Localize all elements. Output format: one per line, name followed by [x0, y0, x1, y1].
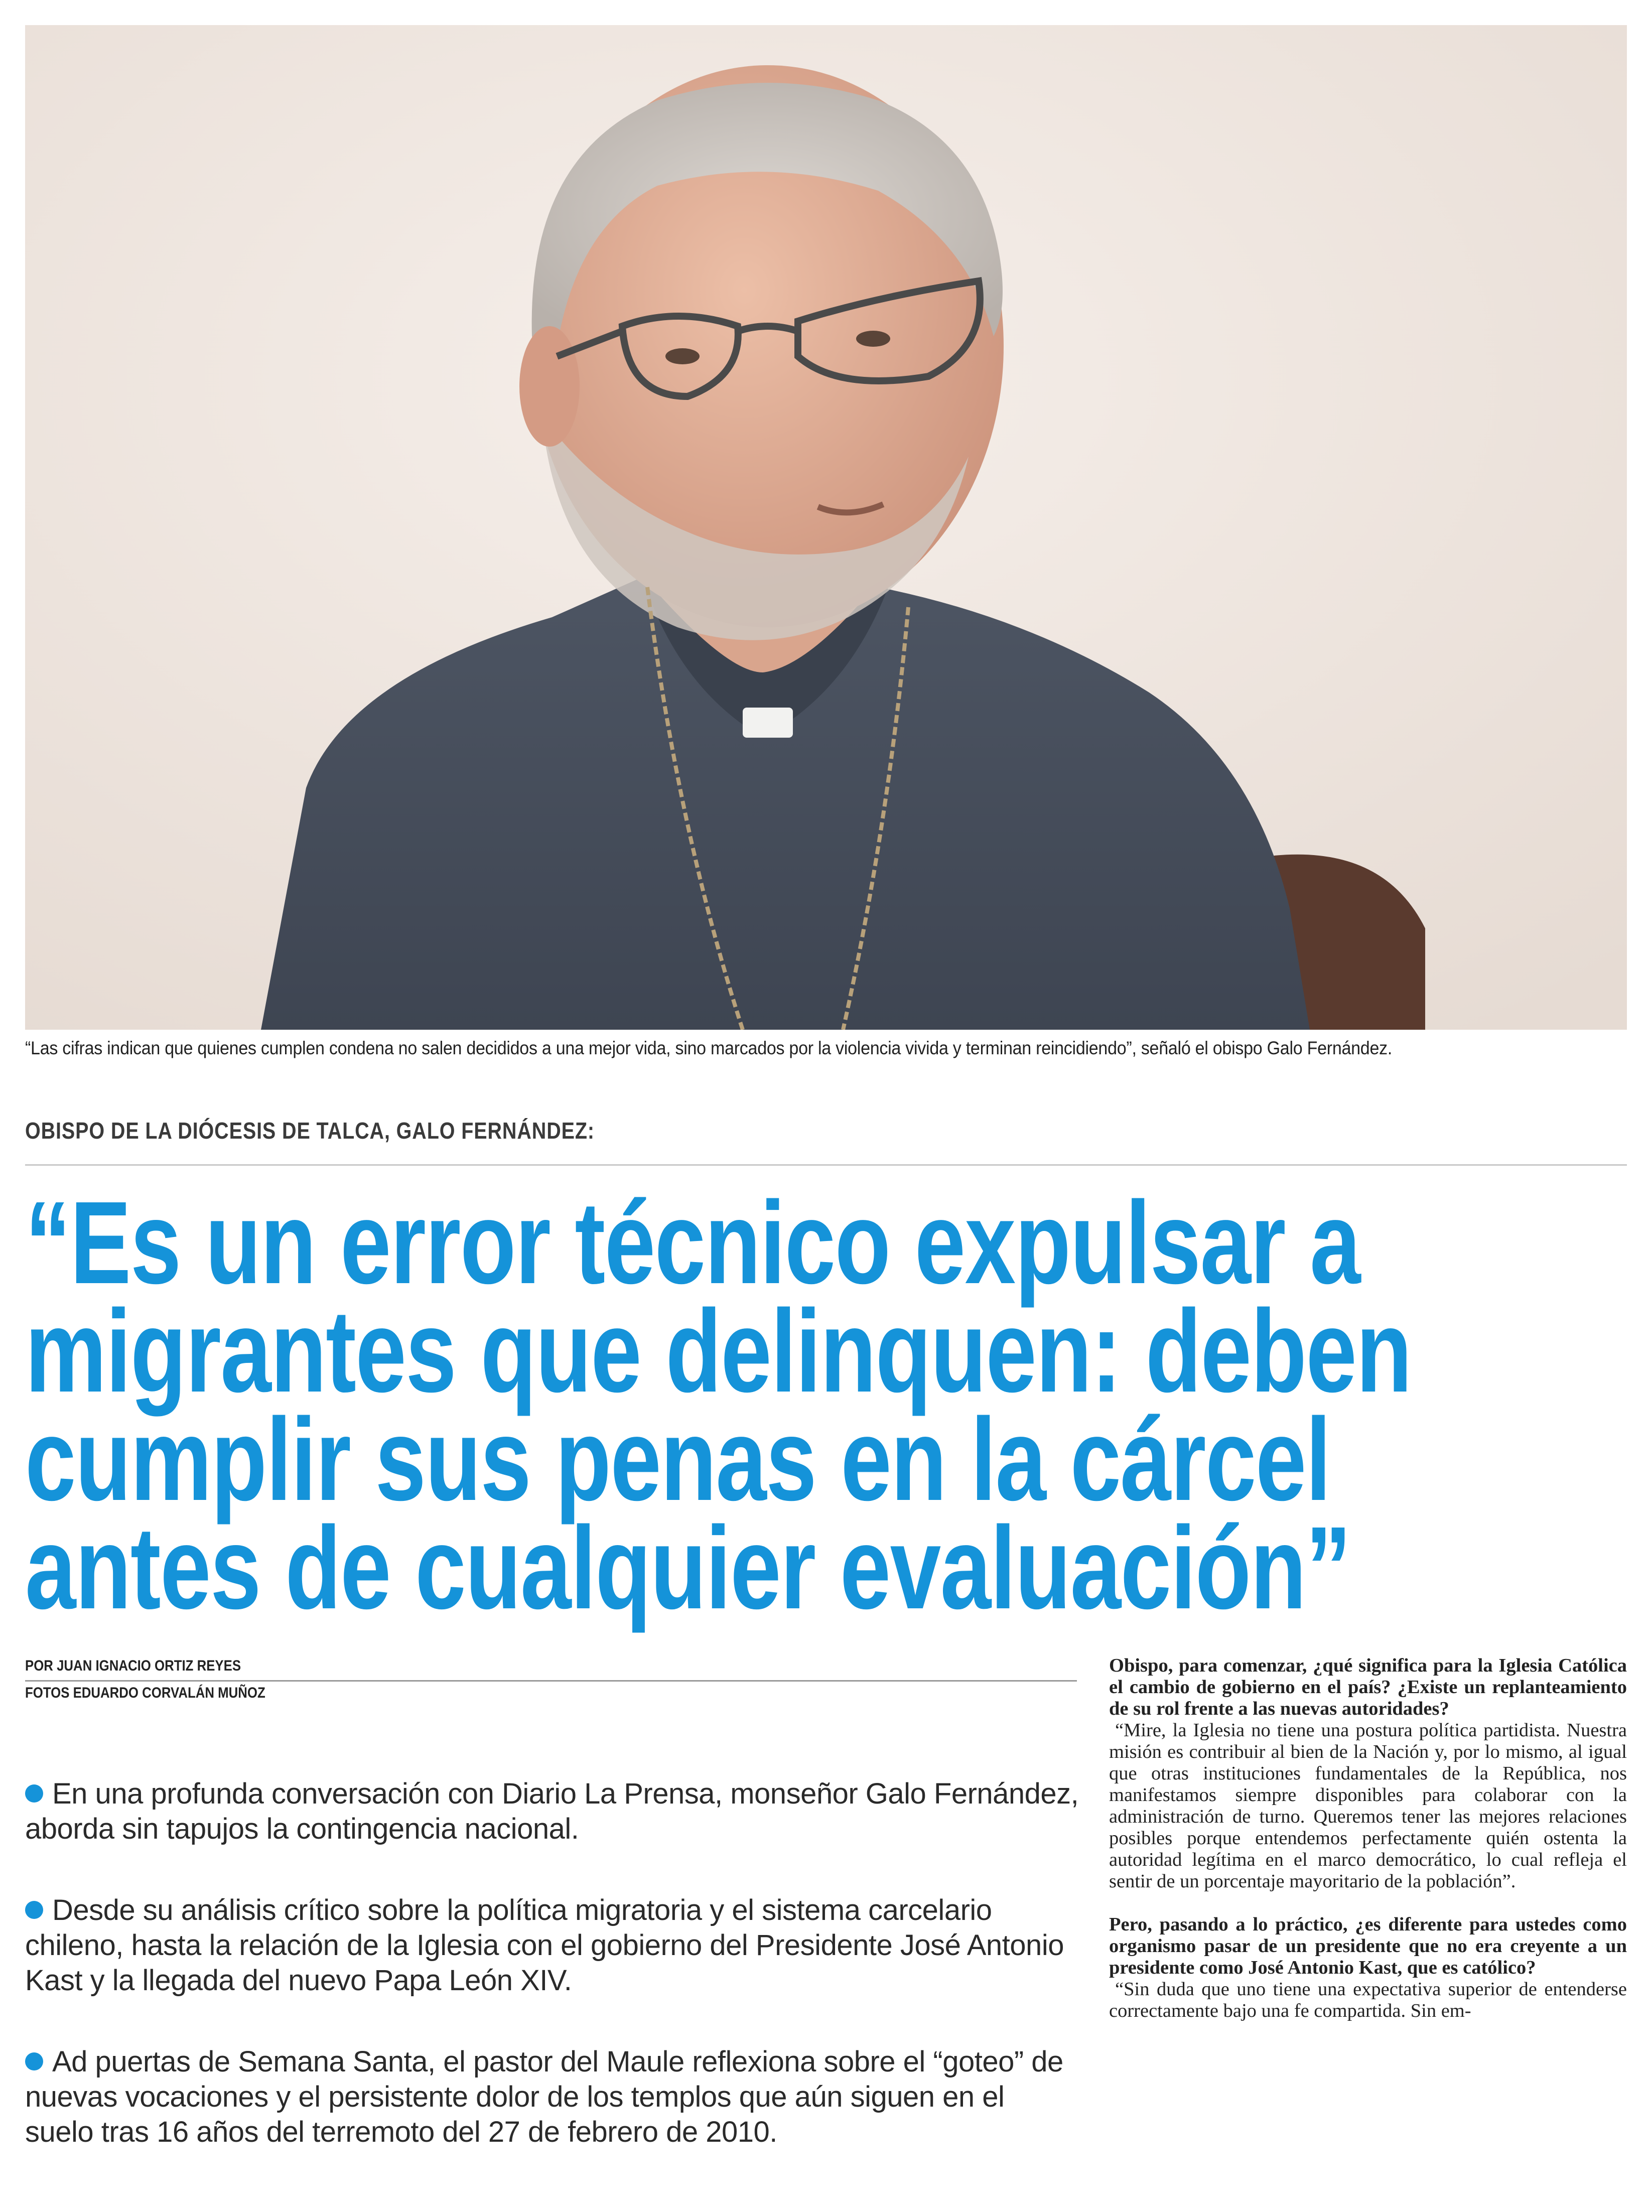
headline-line: antes de cualquier evaluación”	[25, 1502, 1351, 1633]
article-headline	[25, 1177, 1552, 1633]
byline-author: POR JUAN IGNACIO ORTIZ REYES	[25, 1657, 241, 1674]
bullet-dot-icon	[25, 1901, 43, 1919]
interview-question: Obispo, para comenzar, ¿qué significa para la Iglesia Católica el cambio de gobierno en el país? ¿Existe un replanteamiento de su rol frente a las nuevas autoridades?	[1109, 1655, 1627, 1719]
interview-question: Pero, pasando a lo práctico, ¿es diferente para ustedes como organismo pasar de un presidente que no era creyente a un presidente como José Antonio Kast, que es católico?	[1109, 1914, 1627, 1978]
summary-bullet	[25, 2044, 1079, 2150]
kicker-divider	[25, 1164, 1627, 1166]
interview-answer: “Sin duda que uno tiene una expectativa superior de entenderse correctamente bajo una fe compartida. Sin em-	[1109, 1979, 1627, 2021]
headline-line: cumplir sus penas en la cárcel	[25, 1394, 1330, 1525]
paragraph-gap	[1109, 1892, 1627, 1914]
headline-line: “Es un error técnico expulsar a	[25, 1177, 1360, 1308]
photo-caption: “Las cifras indican que quienes cumplen condena no salen decididos a una mejor vida, sino marcados por la violencia vivida y terminan reincidiendo”, señaló el obispo Galo Fernández.	[25, 1038, 1393, 1058]
byline-photographer: FOTOS EDUARDO CORVALÁN MUÑOZ	[25, 1685, 265, 1701]
byline-divider	[25, 1680, 1077, 1682]
bullet-text: Ad puertas de Semana Santa, el pastor del Maule reflexiona sobre el “goteo” de nuevas vocaciones y el persistente dolor de los templos que aún siguen en el suelo tras 16 años del terremoto del 27 de febrero de 2010.	[25, 2045, 1063, 2148]
interview-answer: “Mire, la Iglesia no tiene una postura política partidista. Nuestra misión es contribuir al bien de la Nación y, por lo mismo, al igual que otras instituciones fundamentales de la República, nos manifestamos siempre disponibles para colaborar con la administración de turno. Queremos tener las mejores relaciones posibles porque entendemos perfectamente quién ostenta la autoridad legítima en el marco democrático, lo cual refleja el sentir de un porcentaje mayoritario de la población”.	[1109, 1720, 1627, 1892]
bishop-portrait-illustration	[25, 25, 1627, 1030]
summary-bullet	[25, 1776, 1079, 1847]
bullet-text: En una profunda conversación con Diario La Prensa, monseñor Galo Fernández, aborda sin tapujos la contingencia nacional.	[25, 1777, 1079, 1845]
bullet-dot-icon	[25, 1784, 43, 1803]
summary-bullets	[25, 1776, 1079, 2196]
byline	[25, 1656, 1079, 1703]
bullet-text: Desde su análisis crítico sobre la política migratoria y el sistema carcelario chileno, hasta la relación de la Iglesia con el gobierno del Presidente José Antonio Kast y la llegada del nuevo Papa León XIV.	[25, 1894, 1064, 1997]
bullet-dot-icon	[25, 2052, 43, 2070]
article-kicker: OBISPO DE LA DIÓCESIS DE TALCA, GALO FERNÁNDEZ:	[25, 1118, 595, 1144]
bishop-photo	[25, 25, 1627, 1030]
headline-line: migrantes que delinquen: deben	[25, 1285, 1412, 1417]
interview-column	[1109, 1655, 1627, 2022]
summary-bullet	[25, 1893, 1079, 1998]
